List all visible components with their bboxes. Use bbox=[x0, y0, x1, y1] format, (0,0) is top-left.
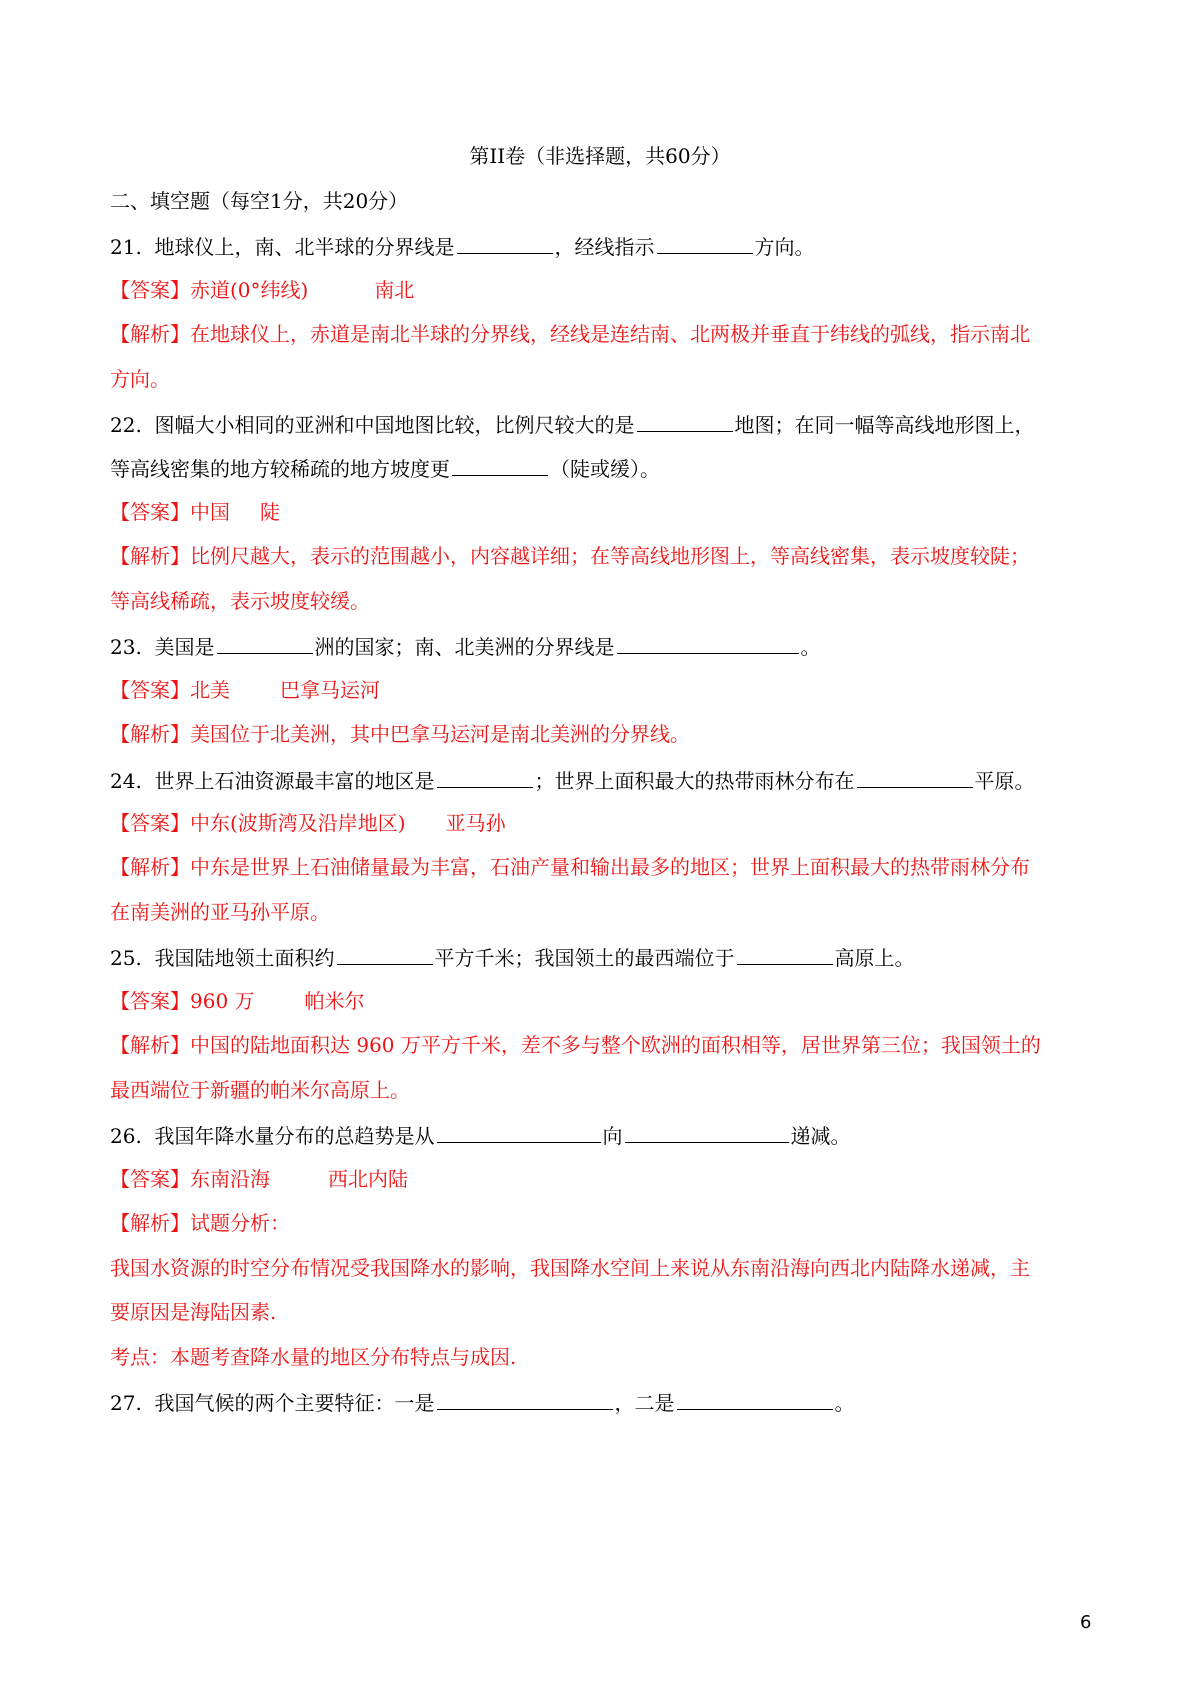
question-text: 世界上石油资源最丰富的地区是 bbox=[154, 769, 435, 793]
answer-blank bbox=[437, 1387, 613, 1410]
analysis-tag: 【解析】 bbox=[110, 544, 190, 568]
analysis-text: 在地球仪上，赤道是南北半球的分界线，经线是连结南、北两极并垂直于纬线的弧线，指示南北 bbox=[190, 322, 1030, 346]
answer-tag: 【答案】 bbox=[110, 278, 190, 302]
answer-value: 中国 bbox=[190, 500, 230, 524]
question-text: 我国陆地领土面积约 bbox=[154, 946, 335, 970]
question-24 bbox=[110, 765, 1100, 795]
analysis-text: 试题分析： bbox=[190, 1211, 290, 1235]
answer-blank bbox=[452, 453, 548, 476]
analysis-21 bbox=[110, 320, 1100, 348]
question-text: 向 bbox=[602, 1124, 623, 1148]
answer-value: 960 万 bbox=[190, 989, 255, 1013]
analysis-text: 中东是世界上石油储量最为丰富，石油产量和输出最多的地区；世界上面积最大的热带雨林分布 bbox=[190, 855, 1030, 879]
question-number: 21. bbox=[110, 235, 142, 259]
answer-22 bbox=[110, 498, 1100, 526]
analysis-24-cont: 在南美洲的亚马孙平原。 bbox=[110, 900, 330, 924]
question-text: ；世界上面积最大的热带雨林分布在 bbox=[534, 769, 855, 793]
analysis-tag: 【解析】 bbox=[110, 722, 190, 746]
answer-tag: 【答案】 bbox=[110, 811, 190, 835]
answer-value: 赤道(0°纬线) bbox=[190, 278, 309, 302]
answer-tag: 【答案】 bbox=[110, 678, 190, 702]
analysis-23 bbox=[110, 720, 1100, 748]
question-26 bbox=[110, 1120, 1100, 1150]
analysis-tag: 【解析】 bbox=[110, 322, 190, 346]
question-22-cont bbox=[110, 453, 1100, 483]
answer-blank bbox=[437, 1120, 601, 1143]
question-text: （陡或缓）。 bbox=[550, 457, 660, 481]
analysis-25-cont: 最西端位于新疆的帕米尔高原上。 bbox=[110, 1078, 410, 1102]
answer-blank bbox=[457, 231, 553, 254]
answer-blank bbox=[337, 942, 433, 965]
question-text: 美国是 bbox=[154, 635, 215, 659]
answer-tag: 【答案】 bbox=[110, 989, 190, 1013]
analysis-text: 中国的陆地面积达 960 万平方千米，差不多与整个欧洲的面积相等，居世界第三位；我国领土的 bbox=[190, 1033, 1041, 1057]
analysis-26 bbox=[110, 1209, 1100, 1237]
answer-24 bbox=[110, 809, 1100, 837]
question-text: 我国气候的两个主要特征：一是 bbox=[154, 1391, 435, 1415]
answer-tag: 【答案】 bbox=[110, 500, 190, 524]
answer-value: 巴拿马运河 bbox=[280, 678, 380, 702]
question-text: 我国年降水量分布的总趋势是从 bbox=[154, 1124, 435, 1148]
question-text: ，经线指示 bbox=[554, 235, 655, 259]
answer-tag: 【答案】 bbox=[110, 1167, 190, 1191]
analysis-text: 比例尺越大，表示的范围越小，内容越详细；在等高线地形图上，等高线密集，表示坡度较陡； bbox=[190, 544, 1030, 568]
answer-blank bbox=[617, 631, 799, 654]
answer-blank bbox=[657, 231, 753, 254]
question-text: 递减。 bbox=[790, 1124, 851, 1148]
question-text: 高原上。 bbox=[834, 946, 915, 970]
question-number: 25. bbox=[110, 946, 142, 970]
answer-blank bbox=[625, 1120, 789, 1143]
question-number: 22. bbox=[110, 413, 142, 437]
answer-value: 南北 bbox=[374, 278, 415, 302]
question-number: 24. bbox=[110, 769, 142, 793]
analysis-26-detail-cont: 要原因是海陆因素. bbox=[110, 1300, 277, 1324]
answer-value: 中东(波斯湾及沿岸地区) bbox=[190, 811, 406, 835]
answer-blank bbox=[637, 409, 733, 432]
question-number: 27. bbox=[110, 1391, 142, 1415]
analysis-tag: 【解析】 bbox=[110, 1033, 190, 1057]
question-number: 26. bbox=[110, 1124, 142, 1148]
question-text: 地球仪上，南、北半球的分界线是 bbox=[154, 235, 455, 259]
analysis-22 bbox=[110, 542, 1100, 570]
question-27 bbox=[110, 1387, 1100, 1417]
analysis-22-cont: 等高线稀疏，表示坡度较缓。 bbox=[110, 589, 370, 613]
answer-blank bbox=[737, 942, 833, 965]
question-text: 。 bbox=[834, 1391, 855, 1415]
analysis-26-detail: 我国水资源的时空分布情况受我国降水的影响，我国降水空间上来说从东南沿海向西北内陆降水递减，主 bbox=[110, 1256, 1030, 1280]
answer-blank bbox=[217, 631, 313, 654]
question-21 bbox=[110, 231, 1100, 261]
part-heading: 二、填空题（每空1分，共20分） bbox=[110, 189, 409, 213]
answer-value: 西北内陆 bbox=[328, 1167, 408, 1191]
answer-value: 帕米尔 bbox=[304, 989, 365, 1013]
answer-value: 陡 bbox=[260, 500, 280, 524]
analysis-25 bbox=[110, 1031, 1100, 1059]
question-text: 方向。 bbox=[754, 235, 815, 259]
answer-blank bbox=[857, 765, 973, 788]
section-title: 第II卷（非选择题，共60分） bbox=[469, 144, 731, 168]
answer-21 bbox=[110, 276, 1100, 304]
analysis-24 bbox=[110, 853, 1100, 881]
answer-value: 亚马孙 bbox=[445, 811, 506, 835]
page-number: 6 bbox=[1080, 1612, 1092, 1633]
analysis-tag: 【解析】 bbox=[110, 1211, 190, 1235]
question-text: 地图；在同一幅等高线地形图上， bbox=[734, 413, 1035, 437]
analysis-21-cont: 方向。 bbox=[110, 367, 170, 391]
answer-value: 北美 bbox=[190, 678, 230, 702]
question-25 bbox=[110, 942, 1100, 972]
analysis-text: 美国位于北美洲，其中巴拿马运河是南北美洲的分界线。 bbox=[190, 722, 690, 746]
question-text: 。 bbox=[800, 635, 821, 659]
question-text: ，二是 bbox=[614, 1391, 675, 1415]
kaodian-26: 考点：本题考查降水量的地区分布特点与成因. bbox=[110, 1345, 517, 1369]
answer-25 bbox=[110, 987, 1100, 1015]
question-22 bbox=[110, 409, 1100, 439]
answer-26 bbox=[110, 1165, 1100, 1193]
answer-23 bbox=[110, 676, 1100, 704]
answer-blank bbox=[677, 1387, 833, 1410]
question-text: 平方千米；我国领土的最西端位于 bbox=[434, 946, 735, 970]
answer-value: 东南沿海 bbox=[190, 1167, 270, 1191]
question-text: 等高线密集的地方较稀疏的地方坡度更 bbox=[110, 457, 450, 481]
analysis-tag: 【解析】 bbox=[110, 855, 190, 879]
question-number: 23. bbox=[110, 635, 142, 659]
question-text: 图幅大小相同的亚洲和中国地图比较，比例尺较大的是 bbox=[154, 413, 635, 437]
question-text: 洲的国家；南、北美洲的分界线是 bbox=[314, 635, 615, 659]
answer-blank bbox=[437, 765, 533, 788]
question-23 bbox=[110, 631, 1100, 661]
question-text: 平原。 bbox=[974, 769, 1035, 793]
